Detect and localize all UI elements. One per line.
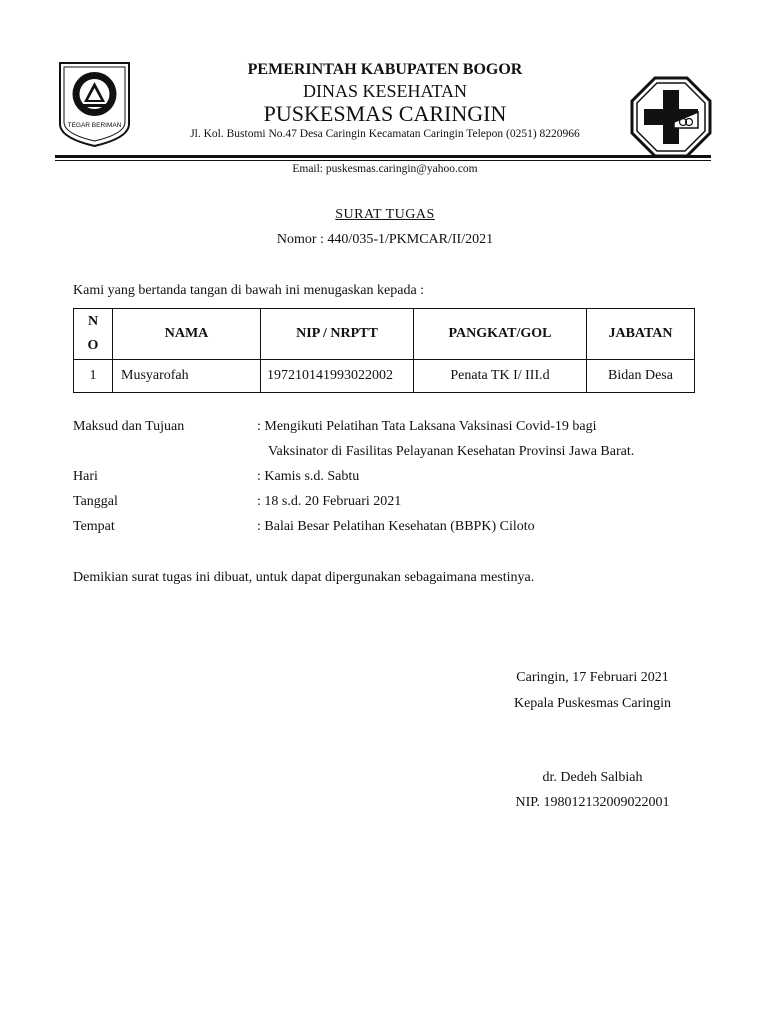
letterhead-thick-rule — [55, 155, 711, 158]
cell-nip: 197210141993022002 — [261, 360, 414, 393]
day-value: : Kamis s.d. Sabtu — [257, 469, 360, 484]
signature-name: dr. Dedeh Salbiah — [542, 770, 643, 785]
table-header-row — [74, 309, 695, 360]
table-row — [74, 360, 695, 393]
purpose-value-line1: : Mengikuti Pelatihan Tata Laksana Vaksinasi Covid-19 bagi — [257, 419, 597, 434]
kabupaten-bogor-emblem-icon — [57, 60, 132, 148]
header-nip: NIP / NRPTT — [261, 309, 414, 360]
letter-number: Nomor : 440/035-1/PKMCAR/II/2021 — [276, 232, 494, 247]
header-no-line2: O — [87, 338, 99, 353]
header-no — [74, 309, 113, 360]
place-value: : Balai Besar Pelatihan Kesehatan (BBPK) Ciloto — [257, 519, 535, 534]
date-value: : 18 s.d. 20 Februari 2021 — [257, 494, 402, 509]
purpose-value-line2: Vaksinator di Fasilitas Pelayanan Kesehatan Provinsi Jawa Barat. — [268, 444, 635, 459]
cell-nama: Musyarofah — [113, 360, 261, 393]
place-label: Tempat — [73, 519, 115, 534]
department-name: DINAS KESEHATAN — [302, 81, 468, 101]
header-pangkat: PANGKAT/GOL — [414, 309, 587, 360]
header-no-line1: N — [87, 314, 99, 329]
letter-title: SURAT TUGAS — [335, 207, 435, 222]
cell-no: 1 — [74, 360, 113, 393]
closing-text: Demikian surat tugas ini dibuat, untuk dapat dipergunakan sebagaimana mestinya. — [73, 570, 535, 585]
government-name: PEMERINTAH KABUPATEN BOGOR — [247, 61, 523, 78]
signature-nip: NIP. 198012132009022001 — [515, 795, 670, 810]
institution-name: PUSKESMAS CARINGIN — [263, 101, 507, 126]
address-line: Jl. Kol. Bustomi No.47 Desa Caringin Kecamatan Caringin Telepon (0251) 8220966 — [190, 128, 580, 140]
cell-jabatan: Bidan Desa — [587, 360, 695, 393]
cell-pangkat: Penata TK I/ III.d — [414, 360, 587, 393]
letterhead-thin-rule — [55, 160, 711, 161]
signature-position: Kepala Puskesmas Caringin — [513, 696, 672, 711]
signature-place-date: Caringin, 17 Februari 2021 — [516, 670, 669, 685]
date-label: Tanggal — [73, 494, 118, 509]
header-nama: NAMA — [113, 309, 261, 360]
email-line: Email: puskesmas.caringin@yahoo.com — [292, 163, 478, 175]
intro-text: Kami yang bertanda tangan di bawah ini menugaskan kepada : — [73, 283, 425, 298]
header-jabatan: JABATAN — [587, 309, 695, 360]
assignment-table — [73, 308, 695, 393]
puskesmas-cross-emblem-icon — [630, 76, 712, 158]
purpose-label: Maksud dan Tujuan — [73, 419, 185, 434]
day-label: Hari — [73, 469, 98, 484]
emblem-caption: TEGAR BERIMAN — [67, 122, 122, 129]
